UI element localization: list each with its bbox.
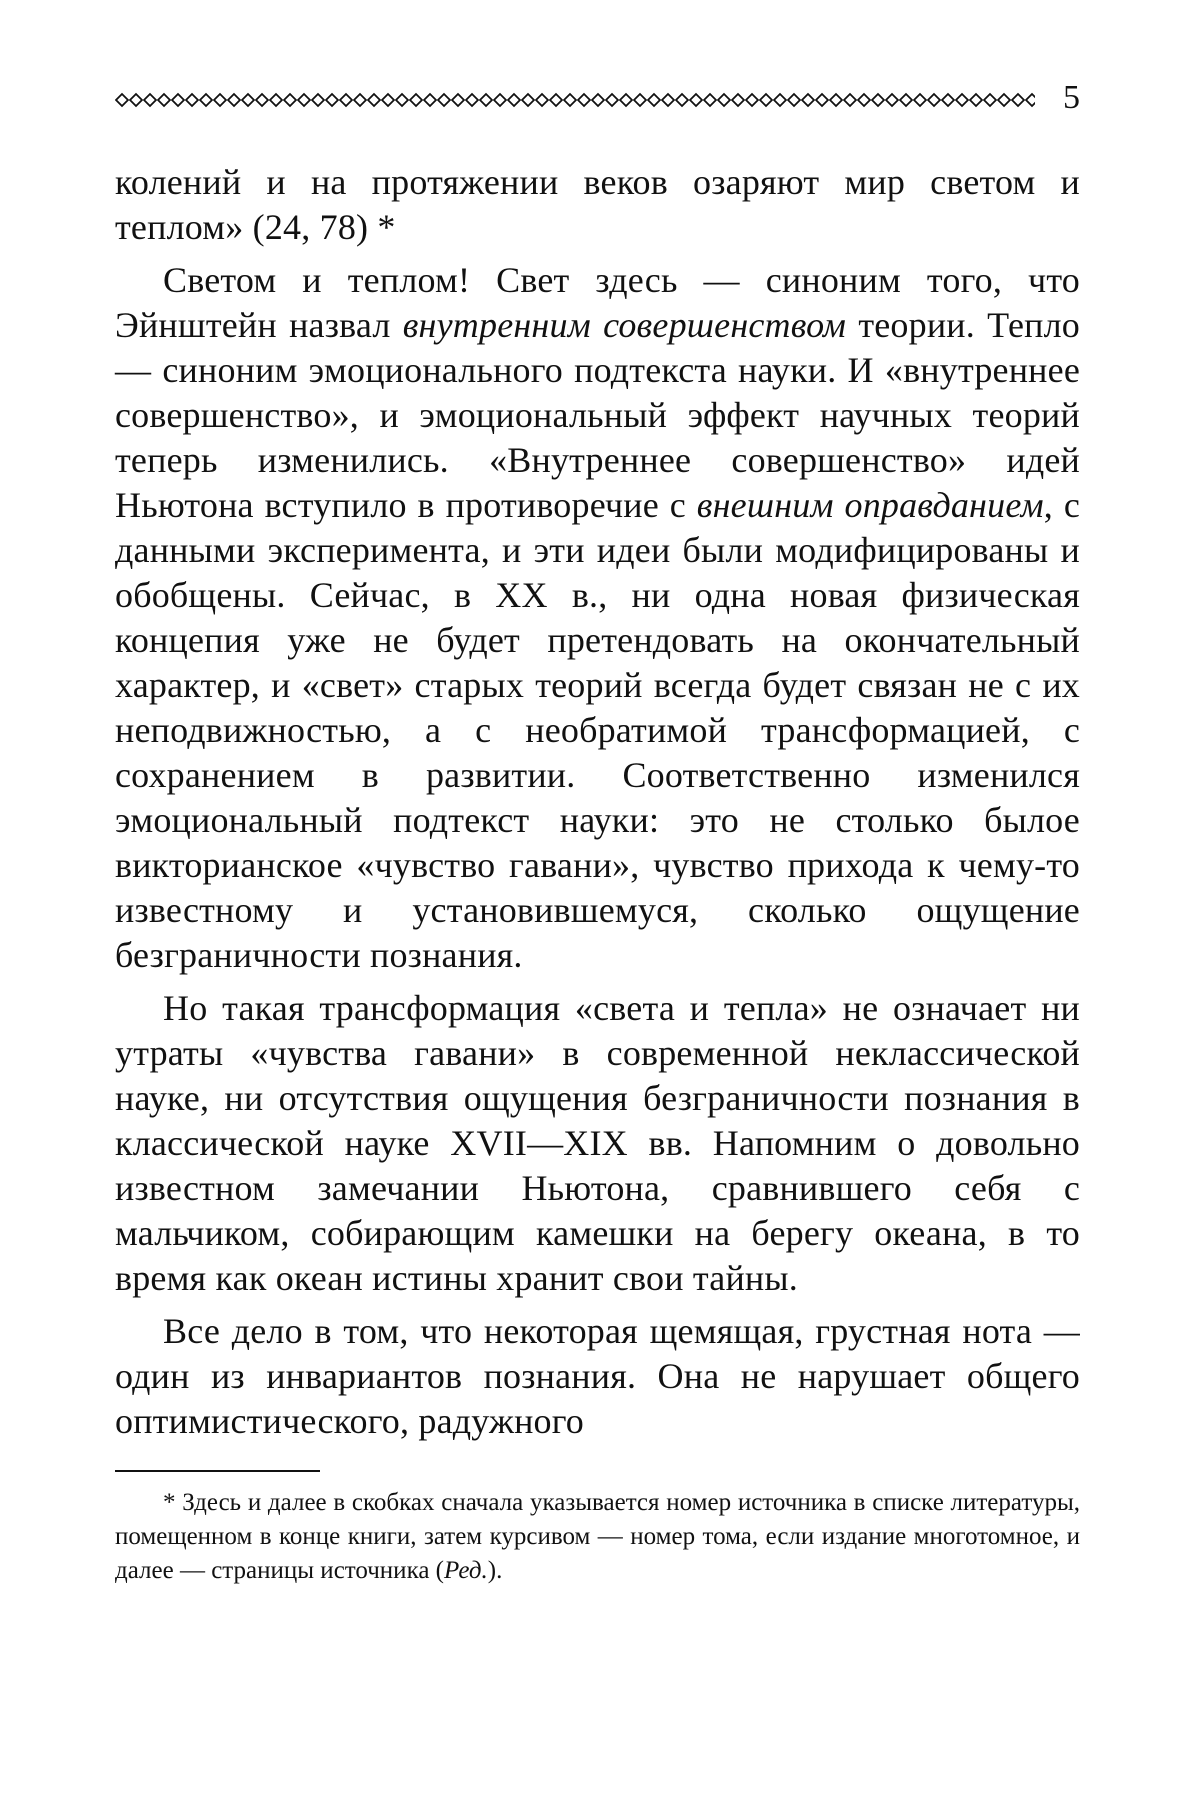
footnote-divider [115, 1470, 320, 1472]
paragraph-2 [115, 258, 1080, 978]
paragraph-text: колений и на протяжении веков озаряют мир светом и теплом» (24, 78) * [115, 162, 1080, 247]
paragraph-text: Все дело в том, что некоторая щемящая, грустная нота — один из инвариантов познания. Она не нарушает общего оптимистического, радужного [115, 1311, 1080, 1441]
running-head [115, 70, 1080, 116]
paragraph-3 [115, 986, 1080, 1301]
paragraph-text: , с данными эксперимента, и эти идеи были модифицированы и обобщены. Сейчас, в XX в., ни одна новая физическая концепия уже не будет претендовать на окончательный характер, и «свет» старых теорий всегда будет связан не с их неподвижностью, а с необратимой трансформацией, с сохранением в развитии. Соответственно изменился эмоциональный подтекст науки: это не столько былое викторианское «чувство гавани», чувство прихода к чему-то известному и установившемуся, сколько ощущение безграничности познания. [115, 485, 1080, 975]
paragraph-text: Светом и теплом! Свет здесь — синоним того, что Эйнштейн назвал [115, 260, 1080, 345]
paragraph-4 [115, 1309, 1080, 1444]
paragraph-text: теории. Тепло — синоним эмоционального подтекста науки. И «внутреннее совершенство», и эмоциональный эффект научных теорий теперь изменились. «Внутреннее совершенство» идей Ньютона вступило в противоречие с [115, 305, 1080, 525]
ornament-border-icon [115, 90, 1035, 110]
paragraph-1 [115, 160, 1080, 250]
book-page [115, 70, 1080, 1750]
footnote [115, 1486, 1080, 1588]
italic-term-external-justification: внешним оправданием [696, 485, 1044, 525]
paragraph-text: Но такая трансформация «света и тепла» не означает ни утраты «чувства гавани» в современной неклассической науке, ни отсутствия ощущения безграничности познания в классической науке XVII—XIX вв. Напомним о довольно известном замечании Ньютона, сравнившего себя с мальчиком, собирающим камешки на берегу океана, в то время как океан истины хранит свои тайны. [115, 988, 1080, 1298]
page-number: 5 [1063, 79, 1080, 116]
footnote-text: ). [487, 1557, 503, 1584]
body-text [115, 160, 1080, 1444]
footnote-italic-editor: Ред. [444, 1557, 488, 1584]
footnote-text: * Здесь и далее в скобках сначала указывается номер источника в списке литературы, помещенном в конце книги, затем курсивом — номер тома, если издание многотомное, и далее — страницы источника ( [115, 1489, 1080, 1584]
italic-term-internal-perfection: внутренним совершенством [402, 305, 847, 345]
